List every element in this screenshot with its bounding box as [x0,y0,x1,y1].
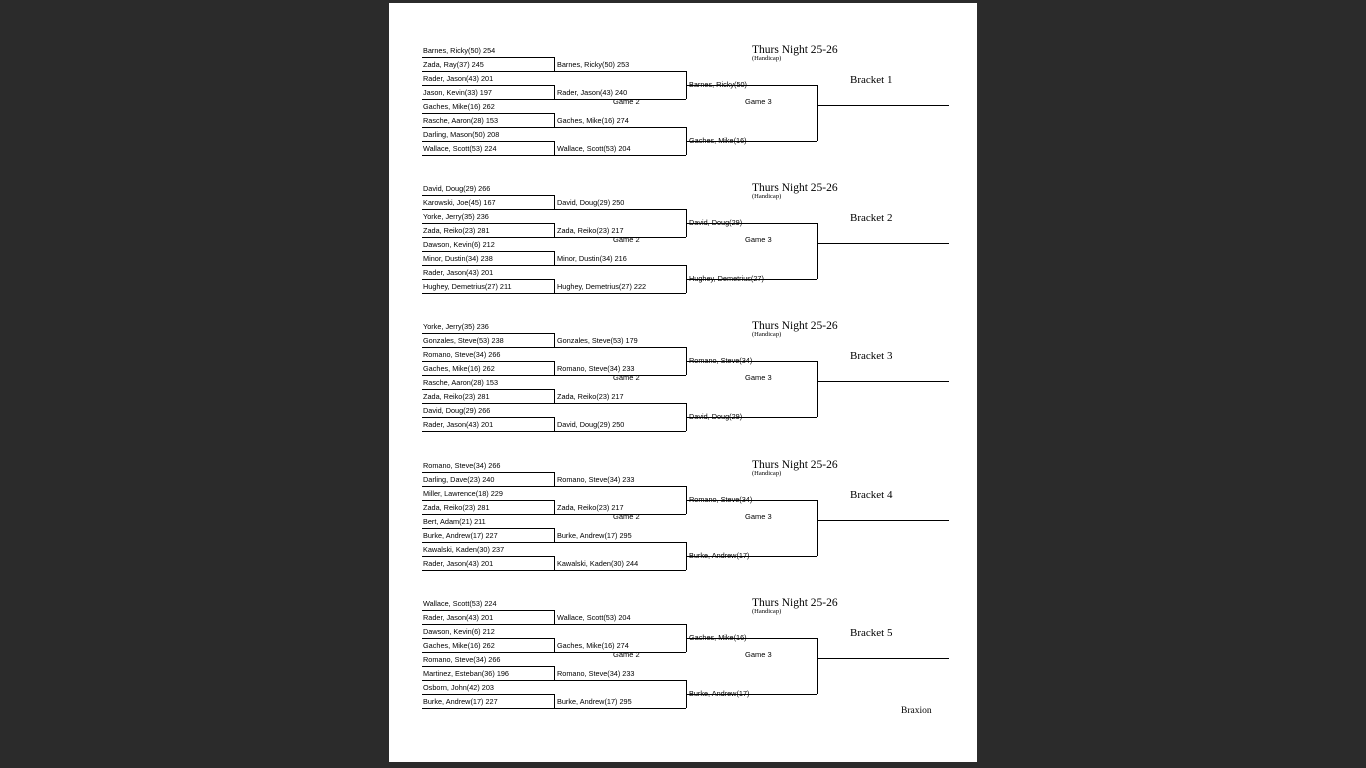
round2-entry: Hughey, Demetrius(27) 222 [557,282,647,291]
round2-entry: Barnes, Ricky(50) 253 [557,60,630,69]
round1-line [422,694,554,695]
round2-line [554,431,686,432]
round2-entry: Rader, Jason(43) 240 [557,88,628,97]
round1-entry: Rasche, Aaron(28) 153 [423,378,499,387]
round1-entry: Zada, Reiko(23) 281 [423,503,490,512]
round1-line [422,347,554,348]
bracket-title: Thurs Night 25-26 [752,459,838,471]
round2-line [554,680,686,681]
round1-connector [554,113,555,127]
round1-entry: Karowski, Joe(45) 167 [423,198,496,207]
game-2-label: Game 2 [613,97,640,106]
round1-line [422,500,554,501]
round1-line [422,155,554,156]
bracket-subtitle: (Handicap) [752,608,782,615]
bracket-4 [389,459,977,579]
round1-line [422,265,554,266]
round1-connector [554,638,555,652]
round1-connector [554,361,555,375]
round1-line [422,610,554,611]
round2-entry: Burke, Andrew(17) 295 [557,531,632,540]
round1-entry: Miller, Lawrence(18) 229 [423,489,503,498]
round2-entry: Gaches, Mike(16) 274 [557,641,629,650]
round1-entry: Rader, Jason(43) 201 [423,559,494,568]
winner-line [817,658,949,659]
round1-entry: Rader, Jason(43) 201 [423,420,494,429]
round2-entry: Burke, Andrew(17) 295 [557,697,632,706]
round1-entry: Jason, Kevin(33) 197 [423,88,492,97]
round2-line [554,127,686,128]
round1-line [422,195,554,196]
game-3-label: Game 3 [745,97,772,106]
round1-entry: Romano, Steve(34) 266 [423,350,501,359]
bracket-subtitle: (Handicap) [752,193,782,200]
round1-entry: Wallace, Scott(53) 224 [423,144,497,153]
round1-line [422,417,554,418]
round1-entry: Yorke, Jerry(35) 236 [423,212,489,221]
round1-entry: Bert, Adam(21) 211 [423,517,486,526]
round1-entry: Gaches, Mike(16) 262 [423,641,495,650]
round1-line [422,652,554,653]
bracket-name: Bracket 4 [850,489,893,501]
round1-entry: Barnes, Ricky(50) 254 [423,46,496,55]
round1-entry: Darling, Mason(50) 208 [423,130,500,139]
round1-entry: Dawson, Kevin(6) 212 [423,627,495,636]
bracket-subtitle: (Handicap) [752,331,782,338]
round3-line [686,500,817,501]
round2-line [554,347,686,348]
round1-entry: Gaches, Mike(16) 262 [423,102,495,111]
round2-entry: David, Doug(29) 250 [557,420,625,429]
bracket-subtitle: (Handicap) [752,470,782,477]
round1-line [422,361,554,362]
round1-line [422,638,554,639]
round1-connector [554,195,555,209]
round1-line [422,486,554,487]
round1-connector [554,141,555,155]
round3-connector [817,223,818,279]
winner-line [817,381,949,382]
round1-line [422,708,554,709]
round1-entry: Darling, Dave(23) 240 [423,475,495,484]
round1-entry: David, Doug(29) 266 [423,184,491,193]
round1-line [422,375,554,376]
game-3-label: Game 3 [745,373,772,382]
round2-line [554,624,686,625]
round1-line [422,279,554,280]
round1-line [422,113,554,114]
round1-connector [554,57,555,71]
round1-entry: Rader, Jason(43) 201 [423,268,494,277]
round1-line [422,680,554,681]
round3-line [686,417,817,418]
footer-name: Braxion [901,706,932,716]
round1-entry: Hughey, Demetrius(27) 211 [423,282,512,291]
round3-line [686,223,817,224]
round1-line [422,514,554,515]
round3-connector [817,500,818,556]
bracket-name: Bracket 5 [850,627,893,639]
round1-entry: Wallace, Scott(53) 224 [423,599,497,608]
round1-entry: Burke, Andrew(17) 227 [423,531,498,540]
round3-line [686,638,817,639]
round1-entry: Romano, Steve(34) 266 [423,461,501,470]
round2-entry: Romano, Steve(34) 233 [557,364,635,373]
round1-line [422,141,554,142]
round1-line [422,431,554,432]
round3-line [686,694,817,695]
round2-line [554,155,686,156]
round1-connector [554,472,555,486]
bracket-2 [389,182,977,302]
round1-entry: Burke, Andrew(17) 227 [423,697,498,706]
round1-line [422,542,554,543]
game-3-label: Game 3 [745,650,772,659]
round1-line [422,85,554,86]
round1-line [422,71,554,72]
bracket-title: Thurs Night 25-26 [752,597,838,609]
round1-connector [554,333,555,347]
round2-entry: Gaches, Mike(16) 274 [557,116,629,125]
round3-line [686,279,817,280]
round1-line [422,570,554,571]
round1-line [422,624,554,625]
round1-connector [554,251,555,265]
round1-line [422,666,554,667]
round1-connector [554,417,555,431]
round2-entry: Zada, Reiko(23) 217 [557,503,624,512]
round2-entry: Romano, Steve(34) 233 [557,475,635,484]
round1-line [422,556,554,557]
round1-entry: Minor, Dustin(34) 238 [423,254,493,263]
round2-line [554,486,686,487]
game-2-label: Game 2 [613,650,640,659]
bracket-name: Bracket 2 [850,212,893,224]
round1-entry: Rader, Jason(43) 201 [423,613,494,622]
bracket-3 [389,320,977,440]
round1-entry: Gaches, Mike(16) 262 [423,364,495,373]
round1-connector [554,528,555,542]
round1-connector [554,85,555,99]
round2-line [554,570,686,571]
round3-line [686,556,817,557]
round1-line [422,99,554,100]
round1-line [422,403,554,404]
bracket-5 [389,597,977,717]
round1-entry: Gonzales, Steve(53) 238 [423,336,504,345]
round3-connector [817,361,818,417]
round1-line [422,237,554,238]
round2-line [554,542,686,543]
round2-entry: Minor, Dustin(34) 216 [557,254,627,263]
round3-line [686,141,817,142]
bracket-title: Thurs Night 25-26 [752,182,838,194]
round1-connector [554,500,555,514]
round1-line [422,57,554,58]
round1-connector [554,666,555,680]
round2-line [554,403,686,404]
game-2-label: Game 2 [613,235,640,244]
round1-line [422,209,554,210]
round1-line [422,251,554,252]
round1-entry: David, Doug(29) 266 [423,406,491,415]
round1-entry: Yorke, Jerry(35) 236 [423,322,489,331]
bracket-title: Thurs Night 25-26 [752,44,838,56]
round1-entry: Zada, Reiko(23) 281 [423,226,490,235]
round1-line [422,223,554,224]
round2-entry: Romano, Steve(34) 233 [557,669,635,678]
round1-connector [554,610,555,624]
bracket-name: Bracket 3 [850,350,893,362]
round2-line [554,293,686,294]
bracket-title: Thurs Night 25-26 [752,320,838,332]
round1-connector [554,279,555,293]
round3-line [686,85,817,86]
round1-entry: Kawalski, Kaden(30) 237 [423,545,505,554]
round1-entry: Rasche, Aaron(28) 153 [423,116,499,125]
round1-line [422,127,554,128]
round3-connector [817,85,818,141]
round2-entry: Kawalski, Kaden(30) 244 [557,559,639,568]
round1-entry: Zada, Ray(37) 245 [423,60,484,69]
round1-entry: Martinez, Esteban(36) 196 [423,669,509,678]
round1-connector [554,223,555,237]
round1-line [422,472,554,473]
round2-entry: Zada, Reiko(23) 217 [557,392,624,401]
round1-connector [554,694,555,708]
game-2-label: Game 2 [613,512,640,521]
winner-line [817,105,949,106]
round2-line [554,708,686,709]
round2-line [554,71,686,72]
round1-line [422,528,554,529]
round2-entry: Zada, Reiko(23) 217 [557,226,624,235]
round1-line [422,293,554,294]
round3-connector [817,638,818,694]
round1-connector [554,556,555,570]
round1-entry: Zada, Reiko(23) 281 [423,392,490,401]
round1-entry: Osborn, John(42) 203 [423,683,494,692]
round1-entry: Rader, Jason(43) 201 [423,74,494,83]
round2-entry: Wallace, Scott(53) 204 [557,144,631,153]
winner-line [817,520,949,521]
round3-line [686,361,817,362]
round2-entry: Wallace, Scott(53) 204 [557,613,631,622]
game-2-label: Game 2 [613,373,640,382]
game-3-label: Game 3 [745,235,772,244]
bracket-subtitle: (Handicap) [752,55,782,62]
bracket-name: Bracket 1 [850,74,893,86]
document-page [389,3,977,762]
round2-line [554,209,686,210]
bracket-1 [389,44,977,164]
round1-entry: Dawson, Kevin(6) 212 [423,240,495,249]
round1-connector [554,389,555,403]
winner-line [817,243,949,244]
round1-line [422,389,554,390]
round1-entry: Romano, Steve(34) 266 [423,655,501,664]
round2-entry: David, Doug(29) 250 [557,198,625,207]
round2-line [554,265,686,266]
game-3-label: Game 3 [745,512,772,521]
round1-line [422,333,554,334]
round2-entry: Gonzales, Steve(53) 179 [557,336,638,345]
